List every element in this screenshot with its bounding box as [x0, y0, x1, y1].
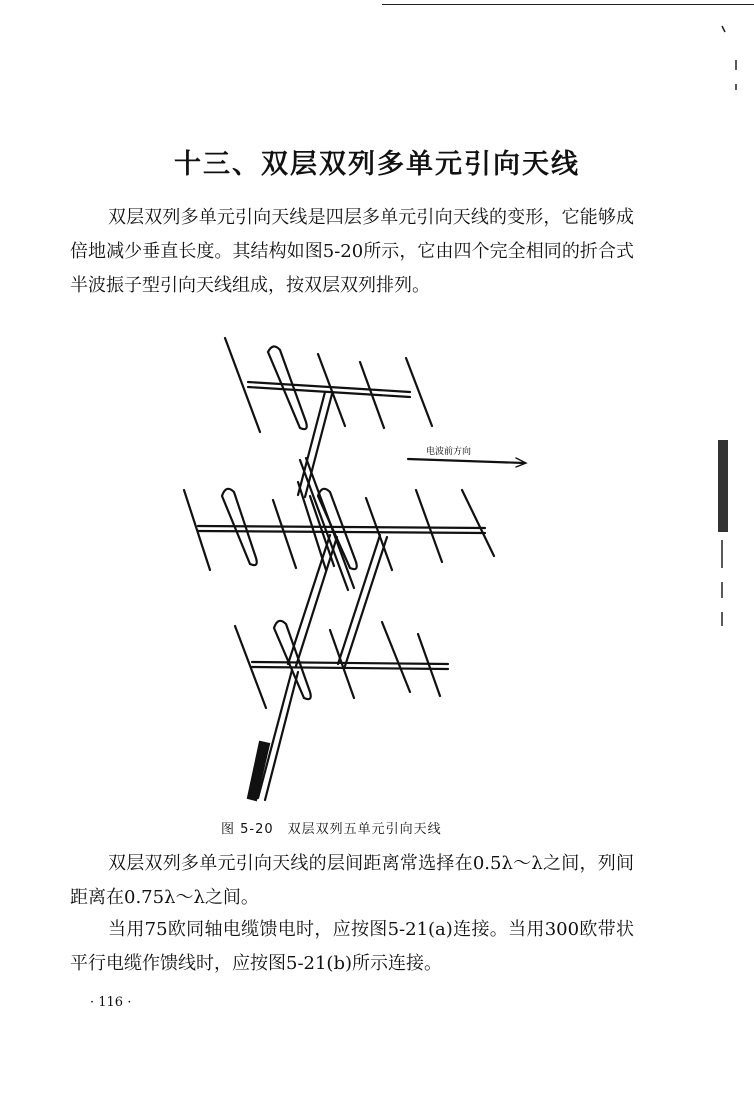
paragraph-feeding: 当用75欧同轴电缆馈电时，应按图5-21(a)连接。当用300欧带状平行电缆作馈线时，应按图5-21(b)所示连接。: [70, 919, 634, 974]
cross-feeder-b: [306, 458, 354, 588]
antenna-figure: [170, 330, 550, 810]
upper-boom-2: [248, 387, 410, 397]
middle-boom-2: [198, 531, 485, 533]
right-feeder-right: [345, 537, 387, 666]
paragraph-intro: 双层双列多单元引向天线是四层多单元引向天线的变形，它能够成倍地减少垂直长度。其结构如图5-20所示，它由四个完全相同的折合式半波振子型引向天线组成，按双层双列排列。: [70, 207, 634, 296]
middle-right-director-3: [462, 490, 494, 556]
middle-left-director-1: [273, 500, 296, 568]
direction-label: 电波前方向: [426, 447, 472, 457]
page-number: · 116 ·: [90, 995, 132, 1010]
lower-boom: [252, 662, 448, 664]
top-rule: [382, 4, 754, 5]
middle-boom: [198, 526, 485, 528]
margin-scan-marks: [712, 0, 754, 1120]
paragraph-spacing: 双层双列多单元引向天线的层间距离常选择在0.5λ～λ之间，列间距离在0.75λ～λ之间。: [70, 853, 634, 908]
section-title: 十三、双层双列多单元引向天线: [174, 149, 580, 180]
support-pole-left: [258, 670, 292, 798]
mid-mast-right: [296, 537, 337, 666]
lower-director-3: [418, 634, 440, 696]
binding-edge-mark: [718, 440, 728, 532]
upper-mast-left: [298, 392, 325, 495]
lower-director-2: [382, 622, 410, 692]
figure-caption: 图 5-20 双层双列五单元引向天线: [221, 822, 442, 837]
mid-mast-left: [288, 535, 330, 664]
upper-director-1: [318, 354, 345, 426]
upper-reflector: [225, 338, 260, 432]
cross-feeder-a: [300, 460, 348, 590]
direction-arrow: [408, 459, 524, 463]
middle-right-director-2: [416, 490, 442, 562]
lower-folded-dipole: [274, 621, 311, 699]
lower-boom-2: [252, 667, 448, 669]
support-pole-right: [265, 672, 298, 800]
